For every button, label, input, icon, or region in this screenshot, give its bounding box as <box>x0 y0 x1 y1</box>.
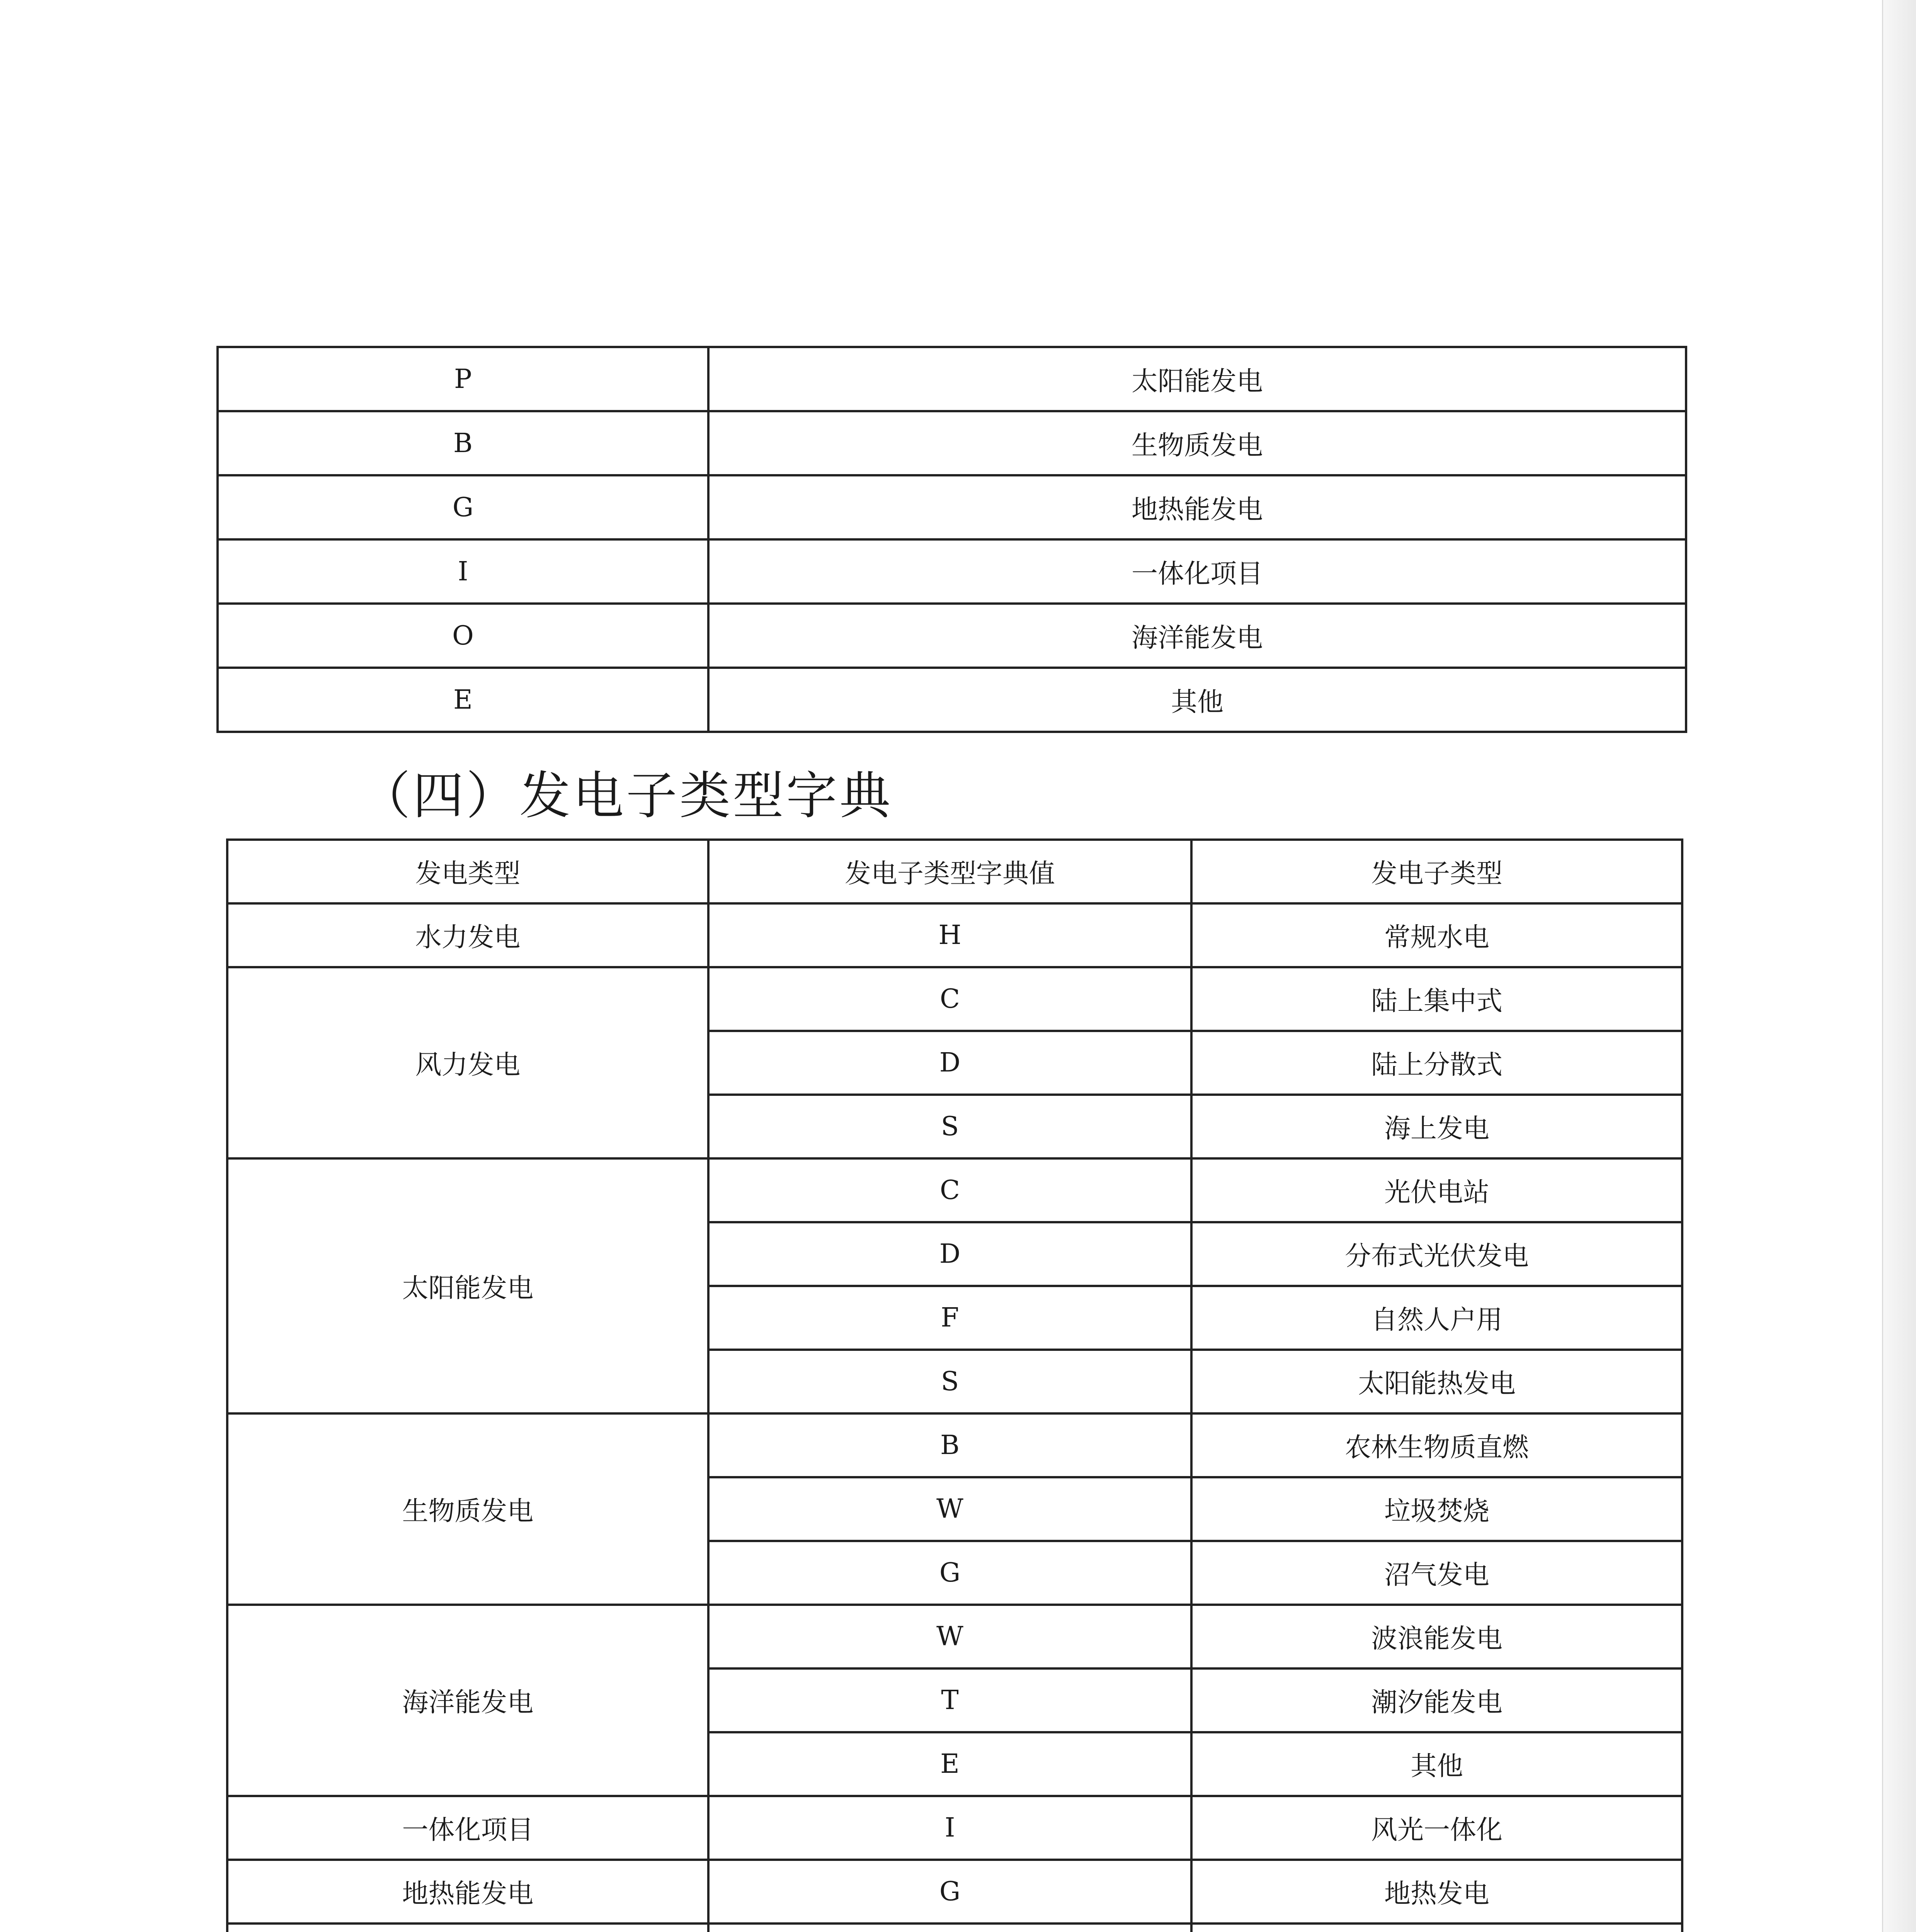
generation-type-cell: 一体化项目 <box>227 1796 708 1860</box>
subtype-value-cell: D <box>708 1222 1191 1286</box>
subtype-name-cell: 其他 <box>1191 1732 1682 1796</box>
subtype-value-cell: D <box>708 1031 1191 1095</box>
table-row <box>227 1796 1682 1860</box>
subtype-value-cell: F <box>708 1286 1191 1350</box>
generation-type-cell: 水力发电 <box>227 903 708 967</box>
type-name-cell: 地热能发电 <box>708 475 1686 539</box>
subtype-name-cell: 风光一体化 <box>1191 1796 1682 1860</box>
subtype-name-cell: 光伏电站 <box>1191 1158 1682 1222</box>
subtype-value-cell: H <box>708 903 1191 967</box>
subtype-value-cell: C <box>708 1158 1191 1222</box>
subtype-value-cell: S <box>708 1350 1191 1413</box>
code-cell: B <box>218 411 708 475</box>
generation-subtype-table <box>226 838 1683 1932</box>
table-row <box>218 475 1686 539</box>
subtype-name-cell: 地热发电 <box>1191 1860 1682 1923</box>
table-row <box>227 1413 1682 1477</box>
subtype-value-cell: W <box>708 1605 1191 1668</box>
subtype-value-cell <box>708 1923 1191 1932</box>
subtype-value-cell: I <box>708 1796 1191 1860</box>
table-row <box>218 539 1686 604</box>
subtype-name-cell: 潮汐能发电 <box>1191 1668 1682 1732</box>
subtype-name-cell: 垃圾焚烧 <box>1191 1477 1682 1541</box>
generation-type-cell <box>227 1923 708 1932</box>
generation-type-code-table <box>216 346 1687 733</box>
subtype-name-cell: 分布式光伏发电 <box>1191 1222 1682 1286</box>
subtype-name-cell: 农林生物质直燃 <box>1191 1413 1682 1477</box>
subtype-value-cell: E <box>708 1732 1191 1796</box>
type-name-cell: 一体化项目 <box>708 539 1686 604</box>
subtype-value-cell: W <box>708 1477 1191 1541</box>
table-row <box>227 967 1682 1031</box>
subtype-name-cell <box>1191 1923 1682 1932</box>
generation-type-cell: 生物质发电 <box>227 1413 708 1605</box>
table-row <box>218 347 1686 411</box>
subtype-name-cell: 海上发电 <box>1191 1095 1682 1158</box>
generation-type-cell: 地热能发电 <box>227 1860 708 1923</box>
code-cell: P <box>218 347 708 411</box>
table-row <box>218 411 1686 475</box>
subtype-name-cell: 自然人户用 <box>1191 1286 1682 1350</box>
subtype-name-cell: 陆上分散式 <box>1191 1031 1682 1095</box>
header-subtype-value: 发电子类型字典值 <box>708 840 1191 903</box>
header-generation-type: 发电类型 <box>227 840 708 903</box>
generation-type-cell: 海洋能发电 <box>227 1605 708 1796</box>
header-subtype-name: 发电子类型 <box>1191 840 1682 903</box>
subtype-name-cell: 波浪能发电 <box>1191 1605 1682 1668</box>
subtype-name-cell: 常规水电 <box>1191 903 1682 967</box>
subtype-value-cell: T <box>708 1668 1191 1732</box>
table-header-row <box>227 840 1682 903</box>
subtype-name-cell: 陆上集中式 <box>1191 967 1682 1031</box>
code-cell: I <box>218 539 708 604</box>
generation-type-cell: 太阳能发电 <box>227 1158 708 1413</box>
subtype-value-cell: G <box>708 1541 1191 1605</box>
subtype-value-cell: S <box>708 1095 1191 1158</box>
type-name-cell: 生物质发电 <box>708 411 1686 475</box>
table-row <box>227 1605 1682 1668</box>
generation-type-cell: 风力发电 <box>227 967 708 1158</box>
code-cell: O <box>218 604 708 668</box>
page-edge-shadow <box>1882 0 1916 1932</box>
subtype-name-cell: 沼气发电 <box>1191 1541 1682 1605</box>
table-row <box>218 668 1686 732</box>
table-row <box>218 604 1686 668</box>
type-name-cell: 太阳能发电 <box>708 347 1686 411</box>
code-cell: G <box>218 475 708 539</box>
table-row <box>227 1923 1682 1932</box>
table-row <box>227 1860 1682 1923</box>
subtype-value-cell: B <box>708 1413 1191 1477</box>
subtype-name-cell: 太阳能热发电 <box>1191 1350 1682 1413</box>
table-row <box>227 903 1682 967</box>
subtype-value-cell: G <box>708 1860 1191 1923</box>
code-cell: E <box>218 668 708 732</box>
table-row <box>227 1158 1682 1222</box>
subtype-value-cell: C <box>708 967 1191 1031</box>
section-heading: （四）发电子类型字典 <box>359 766 893 826</box>
type-name-cell: 其他 <box>708 668 1686 732</box>
type-name-cell: 海洋能发电 <box>708 604 1686 668</box>
